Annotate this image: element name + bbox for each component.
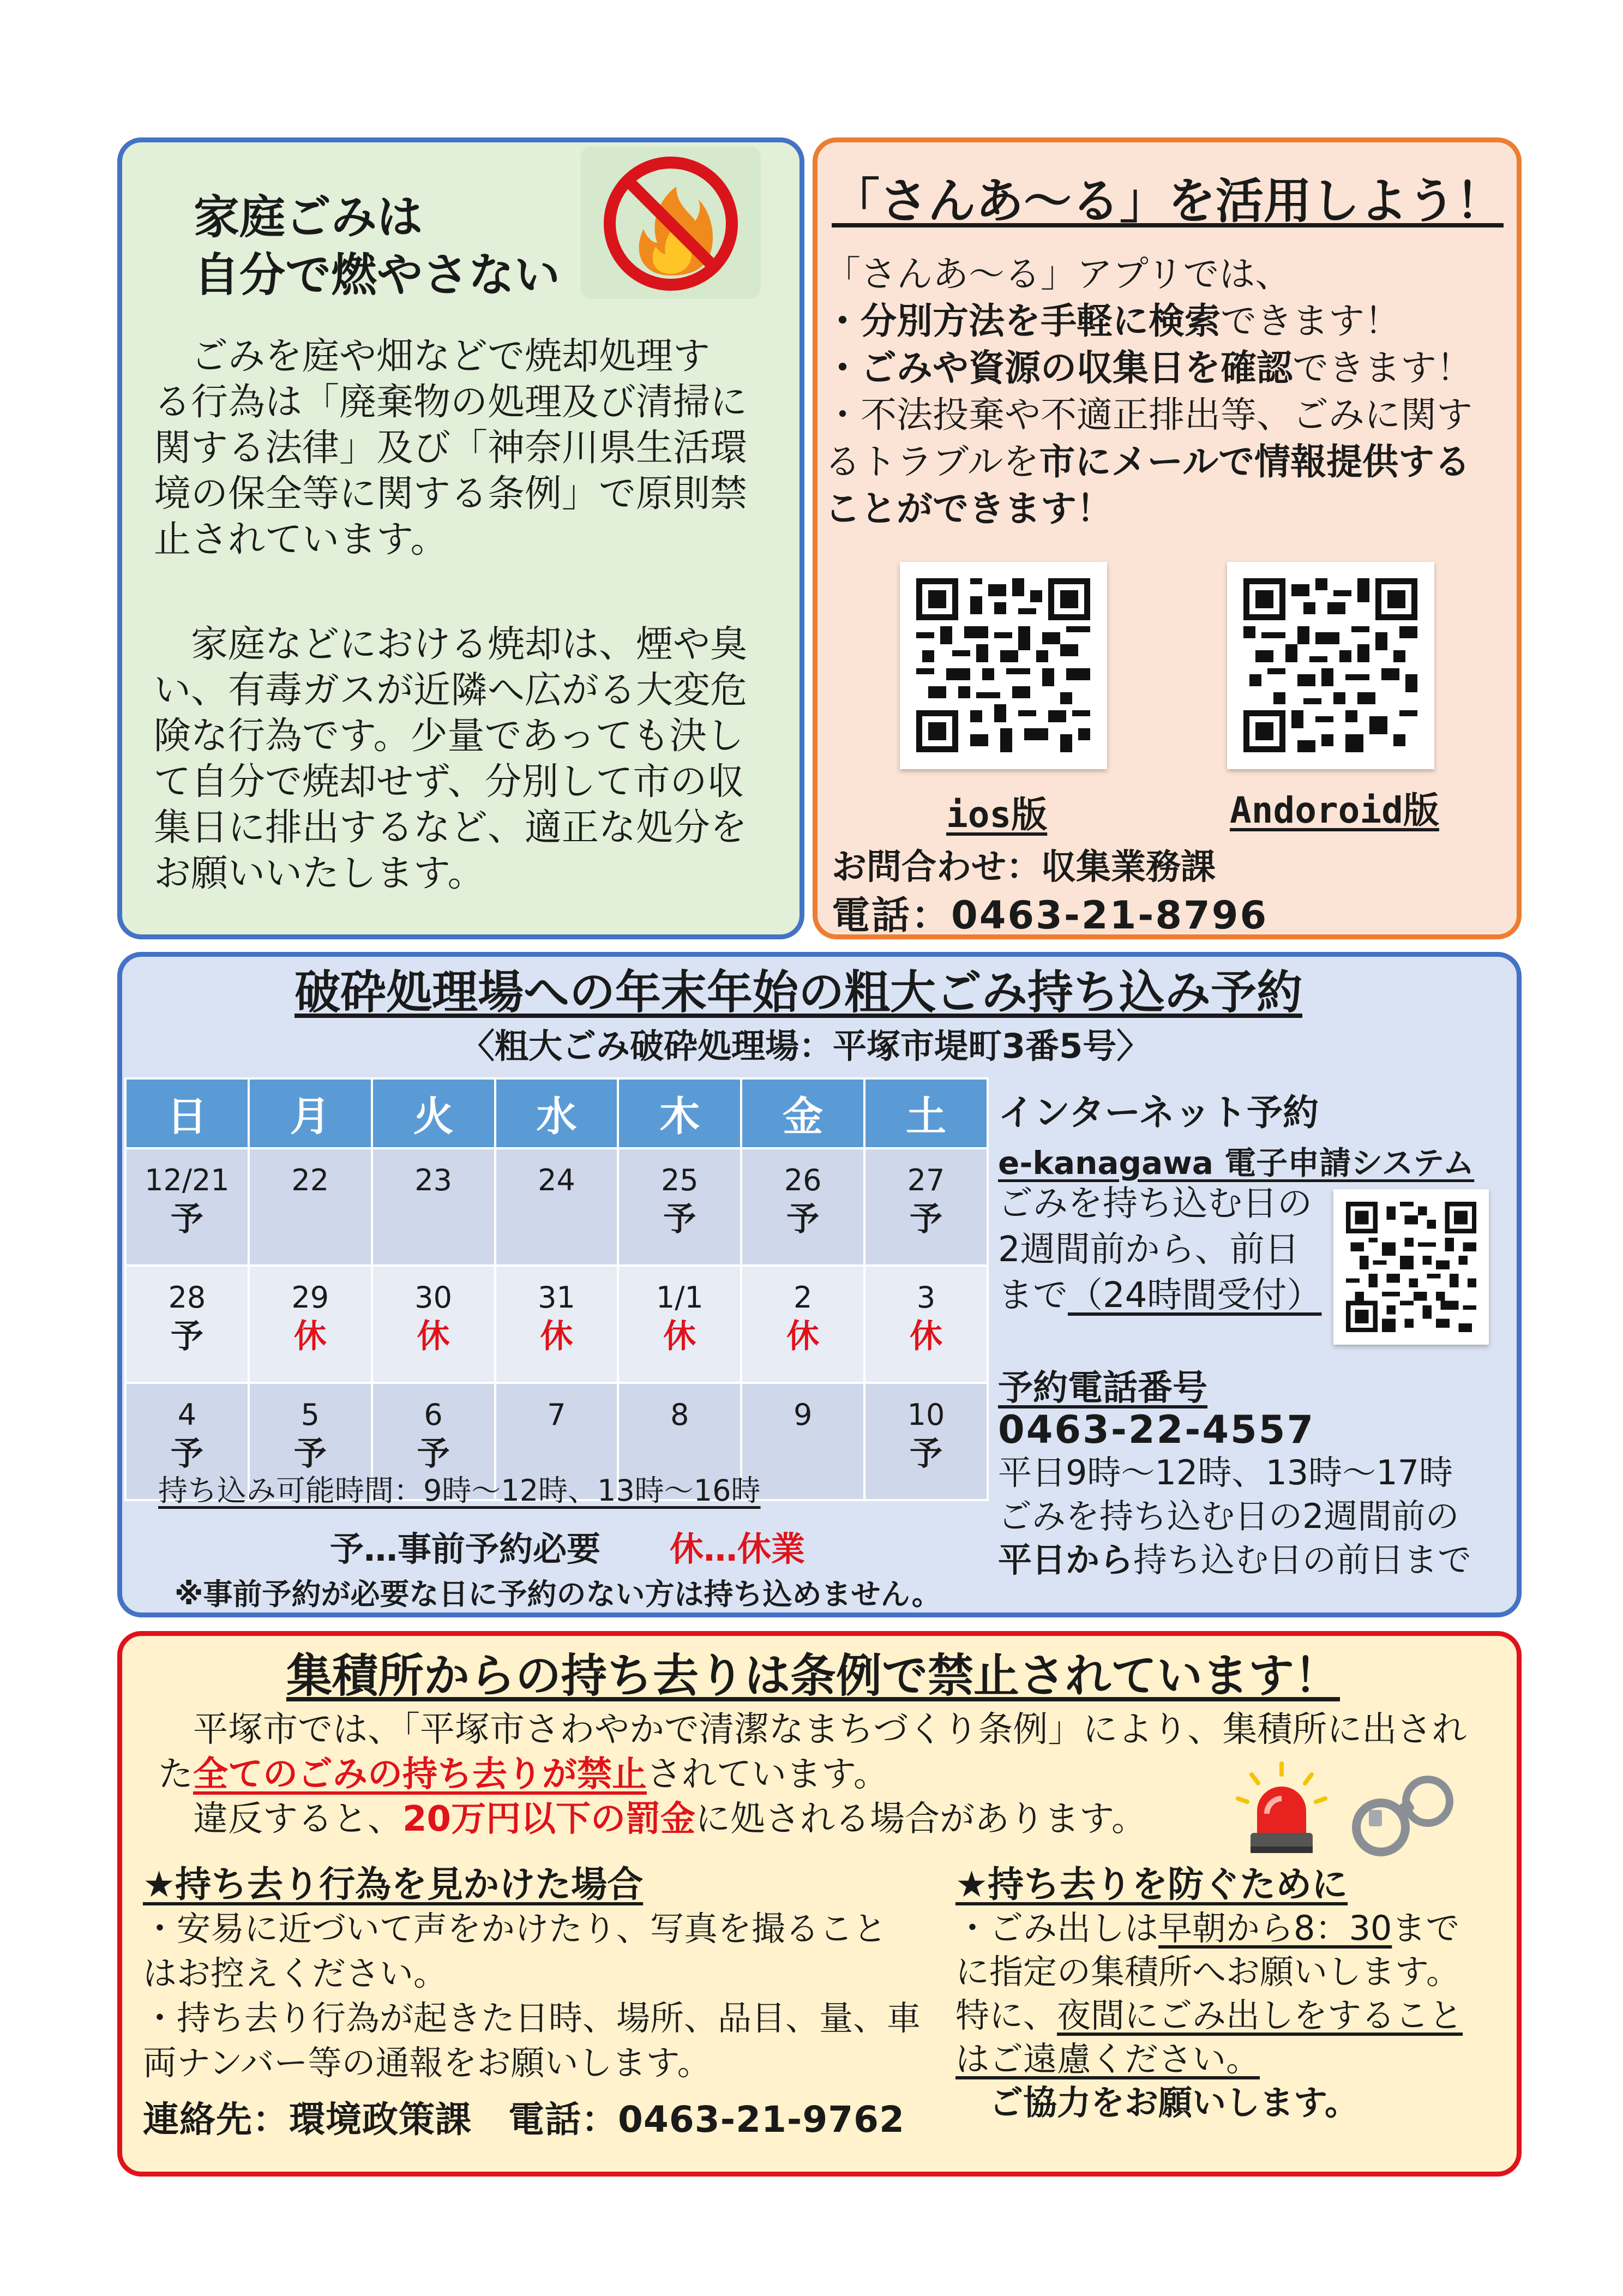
day-status: 予 bbox=[170, 1317, 203, 1356]
item-rest: るトラブルを bbox=[825, 441, 1039, 483]
calendar-day bbox=[741, 1266, 864, 1383]
text-line: ・持ち去り行為が起きた日時、場所、品目、量、車 bbox=[143, 1998, 921, 2038]
internet-reservation-title: インターネット予約 bbox=[998, 1092, 1319, 1134]
sanaru-contact: お問合わせ：収集業務課 bbox=[832, 847, 1216, 888]
day-status: 予 bbox=[170, 1200, 203, 1238]
calendar-day bbox=[125, 1266, 249, 1383]
day-status: 予 bbox=[417, 1435, 450, 1473]
text: ・ごみ出しは bbox=[955, 1908, 1159, 1948]
prevention-title: ★持ち去りを防ぐために bbox=[955, 1863, 1348, 1905]
text-line: に指定の集積所へお願いします。 bbox=[955, 1952, 1460, 1992]
reservation-calendar bbox=[124, 1077, 989, 1501]
text-line: て自分で焼却せず、分別して市の収 bbox=[154, 760, 744, 804]
text: に処される場合があります。 bbox=[695, 1799, 1146, 1839]
text: 20万円以下の罰金 bbox=[402, 1799, 696, 1839]
sanaru-phone: 電話：0463-21-8796 bbox=[832, 893, 1269, 938]
text: （24時間受付） bbox=[1068, 1275, 1322, 1316]
text-line: はご遠慮ください。 bbox=[955, 2039, 1260, 2079]
no-fire-icon bbox=[589, 153, 753, 295]
calendar-day bbox=[618, 1148, 741, 1266]
phone-reservation-desc bbox=[998, 1451, 1471, 1582]
burn-title-line2: 自分で燃やさない bbox=[194, 248, 561, 302]
day-status: 休 bbox=[540, 1317, 573, 1356]
text-line: はお控えください。 bbox=[143, 1953, 448, 1993]
day-number: 9 bbox=[793, 1398, 813, 1432]
text: まで bbox=[1392, 1908, 1460, 1948]
text-line: ごみを持ち込む日の2週間前の bbox=[998, 1496, 1459, 1536]
text: されています。 bbox=[647, 1754, 888, 1795]
burn-paragraph-1 bbox=[154, 334, 781, 563]
day-number: 8 bbox=[670, 1398, 689, 1432]
sanaru-item-2 bbox=[825, 345, 1517, 392]
sanaru-item-3-line2 bbox=[825, 439, 1517, 485]
calendar-day bbox=[495, 1148, 618, 1266]
text: た bbox=[158, 1754, 193, 1795]
day-number: 29 bbox=[291, 1280, 329, 1315]
day-number: 27 bbox=[907, 1163, 945, 1197]
text: 違反すると、 bbox=[158, 1799, 402, 1839]
calendar-day bbox=[741, 1148, 864, 1266]
text-line: 両ナンバー等の通報をお願いします。 bbox=[143, 2043, 711, 2083]
item-rest: できます！ bbox=[1293, 347, 1472, 389]
text-line: る行為は「廃棄物の処理及び清掃に bbox=[154, 381, 748, 424]
text-line: 家庭などにおける焼却は、煙や臭 bbox=[154, 623, 748, 666]
ban-contact: 連絡先：環境政策課 電話：0463-21-9762 bbox=[143, 2099, 905, 2141]
day-number: 28 bbox=[168, 1280, 206, 1315]
qr-code-icon bbox=[916, 578, 1090, 752]
prevention-list bbox=[955, 1907, 1463, 2125]
weekday-thu: 木 bbox=[618, 1078, 741, 1148]
reservation-title: 破砕処理場への年末年始の粗大ごみ持ち込み予約 bbox=[294, 966, 1303, 1019]
day-number: 12/21 bbox=[145, 1163, 230, 1197]
text-line: 2週間前から、前日 bbox=[998, 1230, 1300, 1270]
day-number: 3 bbox=[916, 1280, 936, 1315]
weekday-fri: 金 bbox=[741, 1078, 864, 1148]
text-line bbox=[998, 1273, 1321, 1318]
text-line: お願いいたします。 bbox=[154, 852, 485, 895]
day-status: 予 bbox=[910, 1435, 943, 1473]
item-bold: ・ごみや資源の収集日を確認 bbox=[825, 347, 1293, 389]
qr-code-icon bbox=[1346, 1202, 1476, 1332]
calendar-day bbox=[249, 1148, 372, 1266]
sanaru-item-3-line3: ことができます！ bbox=[825, 488, 1113, 530]
calendar-day bbox=[125, 1148, 249, 1266]
text-line: ・安易に近づいて声をかけたり、写真を撮ること bbox=[143, 1909, 887, 1949]
day-status: 予 bbox=[663, 1200, 696, 1238]
calendar-week-row bbox=[125, 1148, 988, 1266]
legend-closed: 休…休業 bbox=[670, 1529, 806, 1569]
reservation-phone-number: 0463-22-4557 bbox=[998, 1407, 1315, 1452]
ios-link[interactable]: ios版 bbox=[946, 794, 1048, 836]
day-number: 23 bbox=[414, 1163, 452, 1197]
internet-reservation-desc bbox=[998, 1181, 1321, 1318]
text: まで bbox=[998, 1275, 1068, 1316]
siren-icon bbox=[1230, 1759, 1333, 1863]
calendar-day bbox=[864, 1148, 988, 1266]
text-line: 止されています。 bbox=[154, 518, 448, 561]
calendar-day bbox=[495, 1266, 618, 1383]
text-line: 険な行為です。少量であっても決し bbox=[154, 715, 744, 758]
day-number: 7 bbox=[547, 1398, 566, 1432]
sanaru-item-1 bbox=[825, 298, 1517, 345]
day-number: 22 bbox=[291, 1163, 329, 1197]
day-number: 6 bbox=[424, 1398, 443, 1432]
day-status: 予 bbox=[910, 1200, 943, 1238]
day-number: 24 bbox=[538, 1163, 575, 1197]
qr-code-icon bbox=[1243, 578, 1417, 752]
weekday-mon: 月 bbox=[249, 1078, 372, 1148]
calendar-header-row bbox=[125, 1078, 988, 1148]
text: 特に、 bbox=[955, 1995, 1057, 2035]
text: 持ち込む日の前日まで bbox=[1133, 1540, 1472, 1580]
sanaru-title: 「さんあ～る」を活用しよう！ bbox=[832, 173, 1504, 229]
day-number: 10 bbox=[907, 1398, 945, 1432]
day-number: 2 bbox=[793, 1280, 813, 1315]
text: 早朝から8：30 bbox=[1158, 1908, 1392, 1948]
if-witnessed-list bbox=[143, 1907, 921, 2085]
phone-reservation-title: 予約電話番号 bbox=[998, 1368, 1207, 1408]
sanaru-body bbox=[825, 251, 1517, 532]
burn-title-line1: 家庭ごみは bbox=[194, 190, 423, 244]
day-status: 休 bbox=[417, 1317, 450, 1356]
day-status: 休 bbox=[293, 1317, 327, 1356]
calendar-day bbox=[249, 1266, 372, 1383]
text-line: い、有毒ガスが近隣へ広がる大変危 bbox=[154, 669, 748, 712]
day-status: 休 bbox=[663, 1317, 696, 1356]
day-number: 31 bbox=[538, 1280, 575, 1315]
day-status: 予 bbox=[293, 1435, 327, 1473]
day-number: 26 bbox=[784, 1163, 822, 1197]
burn-paragraph-2 bbox=[154, 622, 781, 897]
text: 平日から bbox=[998, 1540, 1134, 1580]
day-status: 予 bbox=[786, 1200, 820, 1238]
text-line: 境の保全等に関する条例」で原則禁 bbox=[154, 472, 748, 515]
reservation-subtitle: 〈粗大ごみ破砕処理場：平塚市堤町3番5号〉 bbox=[461, 1026, 1151, 1066]
day-status: 休 bbox=[910, 1317, 943, 1356]
open-hours: 持ち込み可能時間：9時～12時、13時～16時 bbox=[158, 1473, 761, 1508]
text-line: ごみを持ち込む日の bbox=[998, 1184, 1312, 1224]
ios-qr-code[interactable] bbox=[900, 562, 1107, 769]
day-number: 4 bbox=[177, 1398, 197, 1432]
weekday-tue: 火 bbox=[372, 1078, 495, 1148]
text: 夜間にごみ出しをすること bbox=[1057, 1995, 1463, 2035]
weekday-sat: 土 bbox=[864, 1078, 988, 1148]
text: 全てのごみの持ち去りが禁止 bbox=[193, 1754, 647, 1795]
text-line: 平日9時～12時、13時～17時 bbox=[998, 1453, 1453, 1492]
ban-title: 集積所からの持ち去りは条例で禁止されています！ bbox=[286, 1649, 1341, 1702]
text-line bbox=[955, 1907, 1463, 1950]
day-number: 1/1 bbox=[656, 1280, 704, 1315]
reservation-note: ※事前予約が必要な日に予約のない方は持ち込めません。 bbox=[175, 1577, 941, 1611]
calendar-day bbox=[372, 1148, 495, 1266]
android-link[interactable]: Andoroid版 bbox=[1230, 789, 1439, 831]
weekday-wed: 水 bbox=[495, 1078, 618, 1148]
e-kanagawa-qr-code[interactable] bbox=[1333, 1189, 1489, 1345]
weekday-sun: 日 bbox=[125, 1078, 249, 1148]
item-bold: 市にメールで情報提供する bbox=[1039, 441, 1471, 483]
e-kanagawa-link[interactable]: e-kanagawa 電子申請システム bbox=[998, 1144, 1475, 1182]
text-line bbox=[955, 1994, 1463, 2037]
burn-title bbox=[194, 188, 560, 304]
day-status: 休 bbox=[786, 1317, 820, 1356]
handcuffs-icon bbox=[1347, 1767, 1462, 1863]
sanaru-item-3-line1: ・不法投棄や不適正排出等、ごみに関す bbox=[825, 394, 1472, 436]
text-line: ご協力をお願いします。 bbox=[955, 2083, 1359, 2123]
text-line: 平塚市では、「平塚市さわやかで清潔なまちづくり条例」により、集積所に出され bbox=[158, 1710, 1467, 1750]
legend-reserve: 予…事前予約必要 bbox=[330, 1529, 601, 1569]
calendar-day bbox=[864, 1383, 988, 1500]
item-rest: できます！ bbox=[1221, 300, 1400, 342]
sanaru-intro: 「さんあ～る」アプリでは、 bbox=[825, 253, 1291, 295]
text-line bbox=[998, 1538, 1471, 1582]
day-number: 5 bbox=[300, 1398, 320, 1432]
android-qr-code[interactable] bbox=[1227, 562, 1434, 769]
text-line: 集日に排出するなど、適正な処分を bbox=[154, 806, 748, 849]
calendar-day bbox=[618, 1266, 741, 1383]
if-witnessed-title: ★持ち去り行為を見かけた場合 bbox=[143, 1863, 644, 1905]
day-status: 予 bbox=[170, 1435, 203, 1473]
day-number: 25 bbox=[660, 1163, 699, 1197]
calendar-week-row bbox=[125, 1266, 988, 1383]
day-number: 30 bbox=[414, 1280, 452, 1315]
text-line: ごみを庭や畑などで焼却処理す bbox=[154, 335, 711, 378]
calendar-day bbox=[864, 1266, 988, 1383]
item-bold: ・分別方法を手軽に検索 bbox=[825, 300, 1221, 342]
calendar-day bbox=[372, 1266, 495, 1383]
text-line: 関する法律」及び「神奈川県生活環 bbox=[154, 427, 748, 470]
